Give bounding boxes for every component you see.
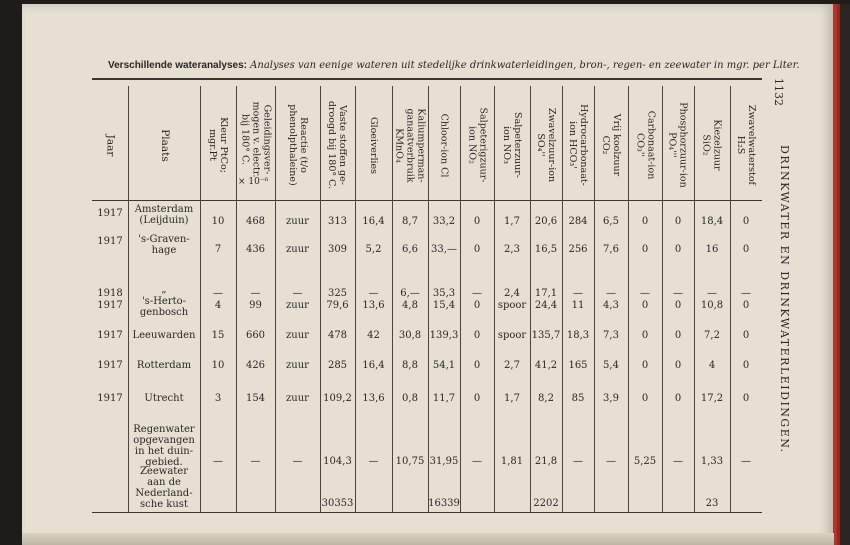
column-header (200, 90, 236, 200)
value-cell: 18,4 (700, 216, 724, 227)
value-cell: 10 (211, 360, 225, 371)
value-cell: 0 (473, 216, 481, 227)
value-cell: 16,5 (534, 244, 558, 255)
value-cell: 0 (742, 300, 750, 311)
table-caption (108, 60, 800, 71)
value-cell: — (213, 456, 223, 467)
bottom-rule (92, 512, 762, 513)
value-cell: 10 (211, 216, 225, 227)
value-cell: 8,7 (402, 216, 418, 227)
value-cell: 4 (214, 300, 222, 311)
value-cell: 15 (211, 330, 225, 341)
value-cell: 35,3 (432, 288, 456, 299)
column-header-label: Zwavelzuur-ion SO₄'' (535, 107, 558, 183)
column-header-label: Vrij koolzuur CO₂ (600, 113, 622, 177)
value-cell: 54,1 (432, 360, 456, 371)
value-cell: 0 (473, 360, 481, 371)
value-cell: 2,7 (504, 360, 520, 371)
value-cell: — (640, 288, 650, 299)
value-cell: 0 (674, 300, 682, 311)
value-cell: 16339 (428, 498, 460, 509)
value-cell: 5,4 (603, 360, 619, 371)
value-cell: spoor (497, 330, 527, 341)
value-cell: 85 (571, 393, 585, 404)
value-cell: 7,3 (603, 330, 619, 341)
value-cell: 0 (742, 216, 750, 227)
value-cell: 17,1 (534, 288, 558, 299)
column-header-label: Plaats (158, 128, 171, 162)
year-cell: 1917 (97, 300, 123, 311)
value-cell: 0 (674, 360, 682, 371)
value-cell: 104,3 (323, 456, 352, 467)
value-cell: 0 (674, 216, 682, 227)
value-cell: 4 (708, 360, 716, 371)
page-bottom-edge (22, 533, 834, 545)
column-header-label: Geleidingsver- mogen v. electr. bij 180° C. (239, 101, 273, 177)
place-cell: Amsterdam (Leijduin) (134, 204, 194, 226)
value-cell: 468 (245, 216, 266, 227)
year-cell: 1917 (97, 208, 123, 219)
value-cell: 6,6 (402, 244, 418, 255)
value-cell: 0 (641, 330, 649, 341)
column-header-label: Phosphorzuur-ion PO₄''' (667, 102, 689, 188)
conductivity-unit: × 10⁻⁶ (238, 177, 269, 187)
value-cell: 24,4 (534, 300, 558, 311)
value-cell: 256 (568, 244, 588, 255)
value-cell: — (250, 288, 261, 299)
value-cell: 10,8 (700, 300, 724, 311)
value-cell: — (573, 456, 583, 467)
value-cell: 41,2 (534, 360, 558, 371)
value-cell: 165 (568, 360, 588, 371)
value-cell: 0 (674, 393, 682, 404)
value-cell: 4,3 (603, 300, 619, 311)
place-cell: „ (161, 284, 167, 295)
value-cell: 8,2 (538, 393, 554, 404)
column-header (730, 90, 762, 200)
value-cell: — (368, 456, 379, 467)
top-rule (92, 78, 762, 80)
value-cell: zuur (286, 360, 309, 371)
column-header (392, 90, 428, 200)
value-cell: 33,2 (432, 216, 456, 227)
value-cell: 325 (327, 288, 348, 299)
value-cell: — (741, 456, 751, 467)
running-head: DRINKWATER EN DRINKWATERLEIDINGEN. (778, 145, 791, 454)
column-header-label: Jaar (104, 134, 117, 156)
value-cell: 0 (473, 300, 481, 311)
value-cell: 3 (214, 393, 222, 404)
value-cell: 4,8 (402, 300, 418, 311)
column-header (275, 90, 320, 200)
value-cell: 1,7 (504, 393, 520, 404)
column-header (594, 90, 628, 200)
value-cell: 21,8 (534, 456, 558, 467)
column-header (428, 90, 460, 200)
place-cell: Rotterdam (136, 360, 192, 371)
value-cell: 7,2 (704, 330, 720, 341)
value-cell: 6,5 (603, 216, 619, 227)
column-header-label: Chloor-ion Cl (438, 113, 450, 177)
year-cell: 1917 (97, 330, 123, 341)
value-cell: 309 (327, 244, 348, 255)
value-cell: 7 (214, 244, 222, 255)
value-cell: 11 (571, 300, 585, 311)
column-header-label: Kleur PtCo; mgr.Pt (207, 117, 229, 173)
value-cell: 154 (245, 393, 266, 404)
value-cell: 313 (327, 216, 348, 227)
value-cell: — (573, 288, 583, 299)
value-cell: — (673, 456, 683, 467)
column-header-label: Zwavelwaterstof H₂S (735, 104, 758, 186)
value-cell: 1,7 (504, 216, 520, 227)
value-cell: 139,3 (429, 330, 459, 341)
value-cell: zuur (286, 330, 309, 341)
value-cell: 16,4 (362, 360, 385, 371)
value-cell: — (741, 288, 751, 299)
value-cell: 0 (742, 330, 750, 341)
column-header-label: Reactie (t/o phenolpthaleine) (286, 104, 309, 186)
value-cell: 2202 (533, 498, 559, 509)
value-cell: 2,3 (504, 244, 520, 255)
place-cell: 's-Herto- genbosch (139, 296, 189, 318)
value-cell: 284 (568, 216, 588, 227)
column-header (562, 90, 594, 200)
value-cell: 436 (245, 244, 266, 255)
value-cell: 0 (473, 330, 481, 341)
value-cell: 285 (327, 360, 348, 371)
value-cell: 17,2 (700, 393, 724, 404)
value-cell: 79,6 (326, 300, 349, 311)
place-cell: Zeewater aan de Nederland- sche kust (135, 466, 193, 510)
value-cell: 16 (705, 244, 719, 255)
year-cell: 1917 (97, 360, 123, 371)
year-cell: 1917 (97, 236, 123, 247)
value-cell: 0 (641, 360, 649, 371)
column-header-label: Gloeiverlies (368, 116, 379, 174)
value-cell: spoor (497, 300, 527, 311)
value-cell: 10,75 (395, 456, 425, 467)
column-header (128, 90, 200, 200)
value-cell: 30,8 (398, 330, 422, 341)
value-cell: 11,7 (432, 393, 456, 404)
value-cell: 18,3 (566, 330, 590, 341)
caption-lead: Verschillende wateranalyses: (108, 60, 247, 71)
column-header (92, 90, 128, 200)
column-header-label: Kiezelzuur SiO₂ (701, 119, 723, 171)
value-cell: 0 (473, 244, 481, 255)
column-header (460, 90, 494, 200)
value-cell: 5,25 (633, 456, 657, 467)
value-cell: 0 (742, 360, 750, 371)
value-cell: 3,9 (603, 393, 619, 404)
caption-description: Analyses van eenige wateren uit stedelijke drinkwaterleidingen, bron-, regen- en zeewater in mgr. per Liter. (250, 60, 800, 71)
value-cell: — (472, 456, 482, 467)
value-cell: — (292, 456, 303, 467)
value-cell: — (673, 288, 683, 299)
value-cell: 99 (249, 300, 262, 311)
value-cell: 2,4 (504, 288, 520, 299)
value-cell: — (472, 288, 482, 299)
value-cell: 109,2 (323, 393, 352, 404)
column-header (628, 90, 662, 200)
page-number: 1132 (772, 78, 785, 106)
value-cell: 0 (641, 216, 649, 227)
year-cell: 1918 (97, 288, 123, 299)
column-header (694, 90, 730, 200)
value-cell: 478 (327, 330, 348, 341)
value-cell: 33,— (431, 244, 457, 255)
value-cell: — (606, 456, 616, 467)
value-cell: 660 (245, 330, 266, 341)
year-cell: 1917 (97, 393, 123, 404)
value-cell: 0 (473, 393, 481, 404)
value-cell: — (707, 288, 717, 299)
value-cell: — (292, 288, 303, 299)
value-cell: zuur (286, 393, 309, 404)
value-cell: 13,6 (362, 300, 385, 311)
value-cell: 135,7 (531, 330, 561, 341)
value-cell: 31,95 (429, 456, 459, 467)
value-cell: 13,6 (362, 393, 385, 404)
value-cell: — (368, 288, 379, 299)
value-cell: 0,8 (402, 393, 418, 404)
column-header-label: Hydrocarbonaat- ion HCO₃' (567, 104, 590, 186)
column-header-label: Carbonaat-ion CO₃'' (634, 110, 656, 180)
column-header-label: Vaste stoffen ge- droogd bij 180° C. (326, 100, 349, 190)
value-cell: 20,6 (534, 216, 558, 227)
column-header (662, 90, 694, 200)
column-header-label: Salpeterzuur- ion NO₃ (501, 112, 524, 178)
value-cell: 1,33 (700, 456, 724, 467)
value-cell: 16,4 (362, 216, 385, 227)
value-cell: 0 (674, 244, 682, 255)
value-cell: 23 (705, 498, 719, 509)
column-header (530, 90, 562, 200)
column-header-label: Kaliumperman- ganaatverbruik KMnO₄ (393, 107, 427, 183)
value-cell: 42 (367, 330, 380, 341)
value-cell: 0 (641, 244, 649, 255)
place-cell: Regenwater opgevangen in het duin- gebied. (133, 424, 195, 468)
value-cell: 5,2 (365, 244, 382, 255)
value-cell: 7,6 (603, 244, 619, 255)
book-edge (833, 4, 850, 545)
value-cell: — (213, 288, 223, 299)
column-header (355, 90, 392, 200)
value-cell: 426 (245, 360, 266, 371)
value-cell: zuur (286, 216, 309, 227)
value-cell: 8,8 (402, 360, 418, 371)
value-cell: 0 (641, 300, 649, 311)
value-cell: zuur (286, 300, 309, 311)
value-cell: 0 (674, 330, 682, 341)
place-cell: 's-Graven- hage (138, 234, 190, 256)
value-cell: 15,4 (432, 300, 456, 311)
value-cell: — (250, 456, 261, 467)
value-cell: 0 (641, 393, 649, 404)
value-cell: 30353 (321, 498, 354, 509)
column-header (320, 90, 355, 200)
value-cell: — (606, 288, 616, 299)
value-cell: 0 (742, 393, 750, 404)
value-cell: zuur (286, 244, 309, 255)
value-cell: 1,81 (500, 456, 524, 467)
place-cell: Utrecht (144, 393, 184, 404)
value-cell: 6,— (400, 288, 420, 299)
column-header-label: Salpeterigzuur- ion NO₂ (466, 107, 489, 183)
value-cell: 0 (742, 244, 750, 255)
place-cell: Leeuwarden (132, 330, 196, 341)
column-header (494, 90, 530, 200)
